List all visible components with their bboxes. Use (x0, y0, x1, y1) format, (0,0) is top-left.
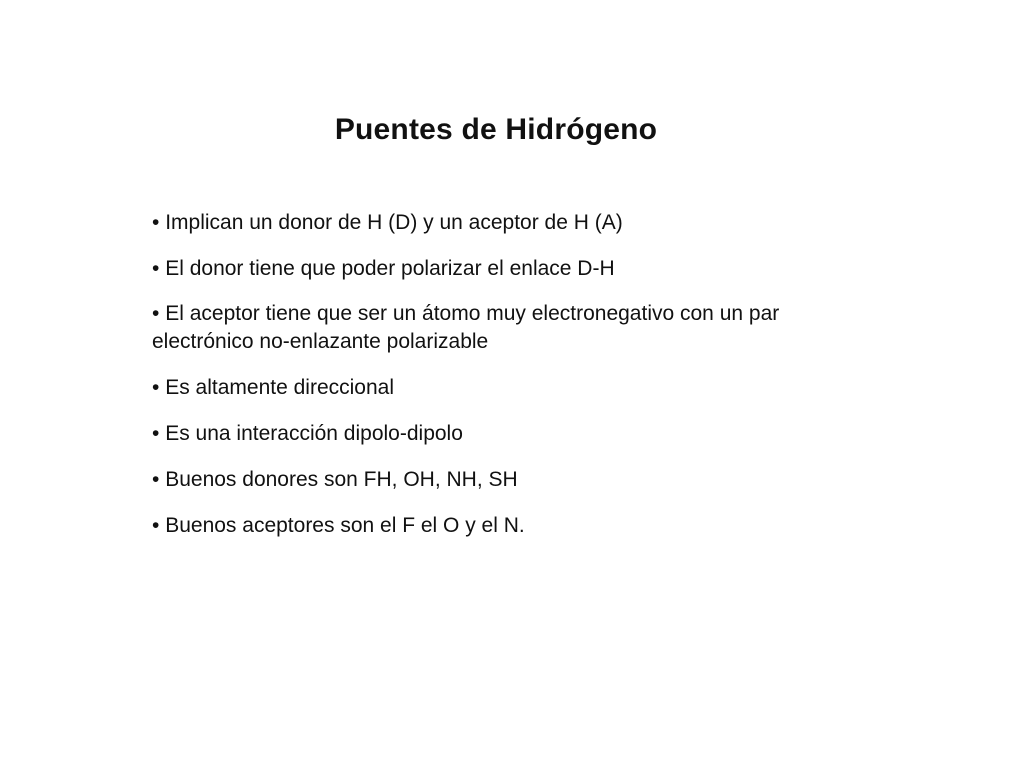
bullet-item (152, 511, 872, 540)
bullet-item (152, 300, 872, 356)
bullet-dot-icon: • (152, 422, 160, 445)
slide-title: Puentes de Hidrógeno (334, 113, 658, 146)
bullet-dot-icon: • (152, 376, 160, 399)
bullet-text: El donor tiene que poder polarizar el enlace D-H (165, 257, 615, 280)
bullet-dot-icon: • (152, 468, 160, 491)
bullet-item (152, 373, 872, 402)
bullet-text: Implican un donor de H (D) y un aceptor de H (A) (165, 211, 623, 234)
bullet-item (152, 254, 872, 283)
bullet-text: Es una interacción dipolo-dipolo (165, 422, 463, 445)
bullet-list (152, 208, 872, 557)
bullet-item (152, 419, 872, 448)
bullet-text: Es altamente direccional (165, 376, 394, 399)
bullet-dot-icon: • (152, 257, 160, 280)
bullet-text: El aceptor tiene que ser un átomo muy electronegativo con un par electrónico no-enlazante polarizable (152, 302, 780, 353)
bullet-item (152, 465, 872, 494)
bullet-item (152, 208, 872, 237)
bullet-dot-icon: • (152, 302, 160, 325)
bullet-dot-icon: • (152, 514, 160, 537)
bullet-text: Buenos donores son FH, OH, NH, SH (165, 468, 518, 491)
bullet-dot-icon: • (152, 211, 160, 234)
bullet-text: Buenos aceptores son el F el O y el N. (165, 514, 525, 537)
